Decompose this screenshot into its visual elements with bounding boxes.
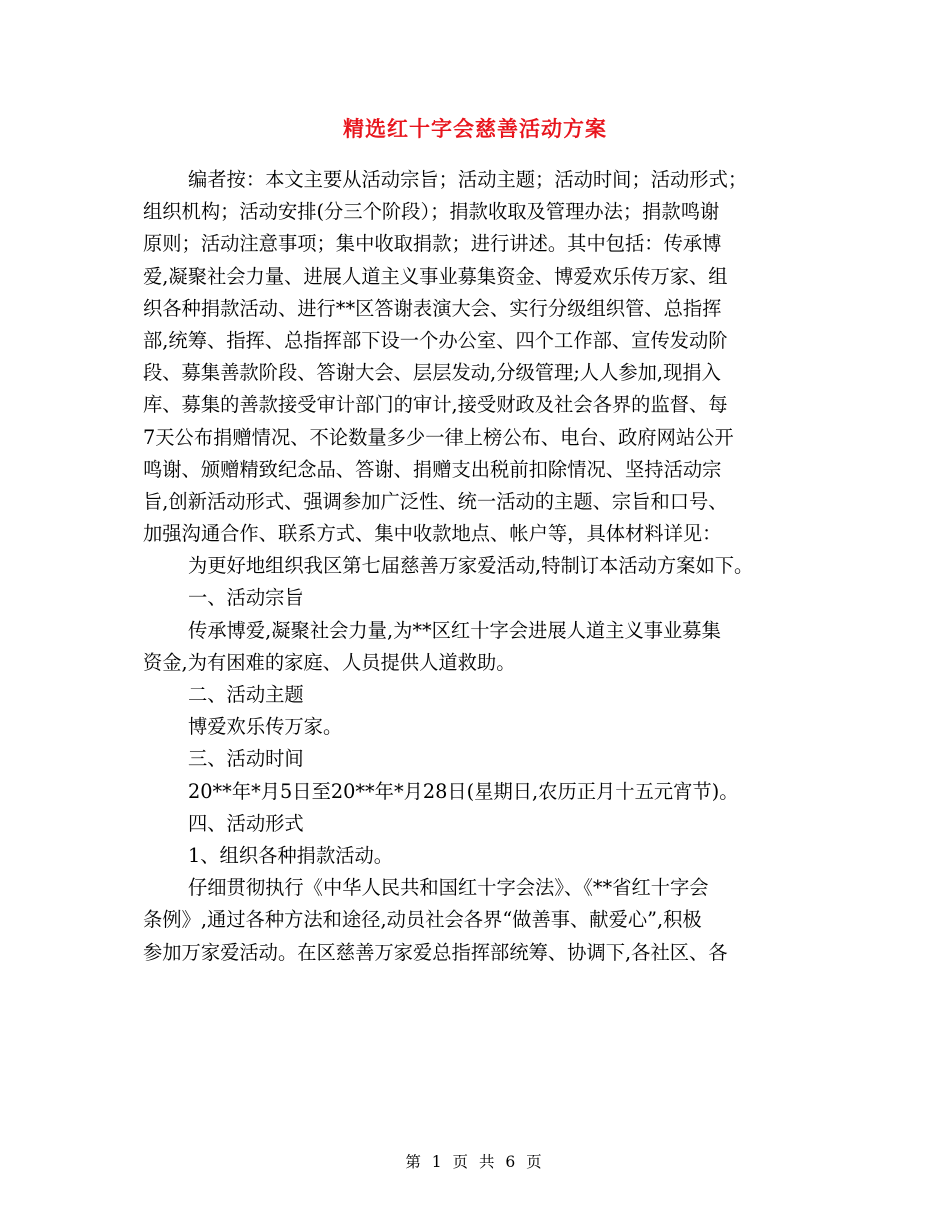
text-line: 部,统筹、指挥、总指挥部下设一个办公室、四个工作部、宣传发动阶 (143, 328, 728, 352)
text-line: 三、活动时间 (188, 747, 304, 771)
text-line: 编者按：本文主要从活动宗旨；活动主题；活动时间；活动形式； (188, 168, 748, 191)
text-line: 段、募集善款阶段、答谢大会、层层发动,分级管理;人人参加,现捐入 (143, 361, 721, 385)
document-title: 精选红十字会慈善活动方案 (343, 116, 607, 141)
text-line: 组织机构；活动安排(分三个阶段）；捐款收取及管理办法；捐款鸣谢 (143, 200, 720, 224)
text-line: 原则；活动注意事项；集中收取捐款；进行讲述。其中包括：传承博 (143, 232, 722, 256)
text-line: 一、活动宗旨 (188, 586, 304, 610)
text-line: 加强沟通合作、联系方式、集中收款地点、帐户等，具体材料详见： (143, 522, 722, 546)
text-line: 条例》,通过各种方法和途径,动员社会各界“做善事、献爱心”,积极 (143, 908, 702, 932)
text-line: 四、活动形式 (188, 811, 304, 835)
page-footer: 第 1 页 共 6 页 (405, 1153, 545, 1171)
text-line: 7天公布捐赠情况、不论数量多少一律上榜公布、电台、政府网站公开 (143, 425, 734, 449)
text-line: 旨,创新活动形式、强调参加广泛性、统一活动的主题、宗旨和口号、 (143, 489, 728, 513)
document-body (143, 164, 808, 969)
text-line: 传承博爱,凝聚社会力量,为**区红十字会进展人道主义事业募集 (188, 618, 721, 642)
text-line: 二、活动主题 (188, 683, 304, 706)
text-line: 参加万家爱活动。在区慈善万家爱总指挥部统筹、协调下,各社区、各 (143, 940, 728, 964)
text-line: 博爱欢乐传万家。 (188, 715, 343, 739)
text-line: 库、募集的善款接受审计部门的审计,接受财政及社会各界的监督、每 (143, 393, 728, 417)
text-line: 仔细贯彻执行《中华人民共和国红十字会法》、《**省红十字会 (188, 876, 709, 900)
text-line: 为更好地组织我区第七届慈善万家爱活动,特制订本活动方案如下。 (188, 554, 754, 578)
text-line: 鸣谢、颁赠精致纪念品、答谢、捐赠支出税前扣除情况、坚持活动宗 (143, 457, 722, 481)
text-line: 爱,凝聚社会力量、进展人道主义事业募集资金、博爱欢乐传万家、组 (143, 264, 728, 288)
text-line: 1、组织各种捐款活动。 (188, 843, 394, 867)
text-line: 资金,为有困难的家庭、人员提供人道救助。 (143, 650, 516, 674)
text-line: 织各种捐款活动、进行**区答谢表演大会、实行分级组织管、总指挥 (143, 296, 722, 320)
text-line: 20**年*月5日至20**年*月28日(星期日,农历正月十五元宵节)。 (188, 779, 739, 803)
